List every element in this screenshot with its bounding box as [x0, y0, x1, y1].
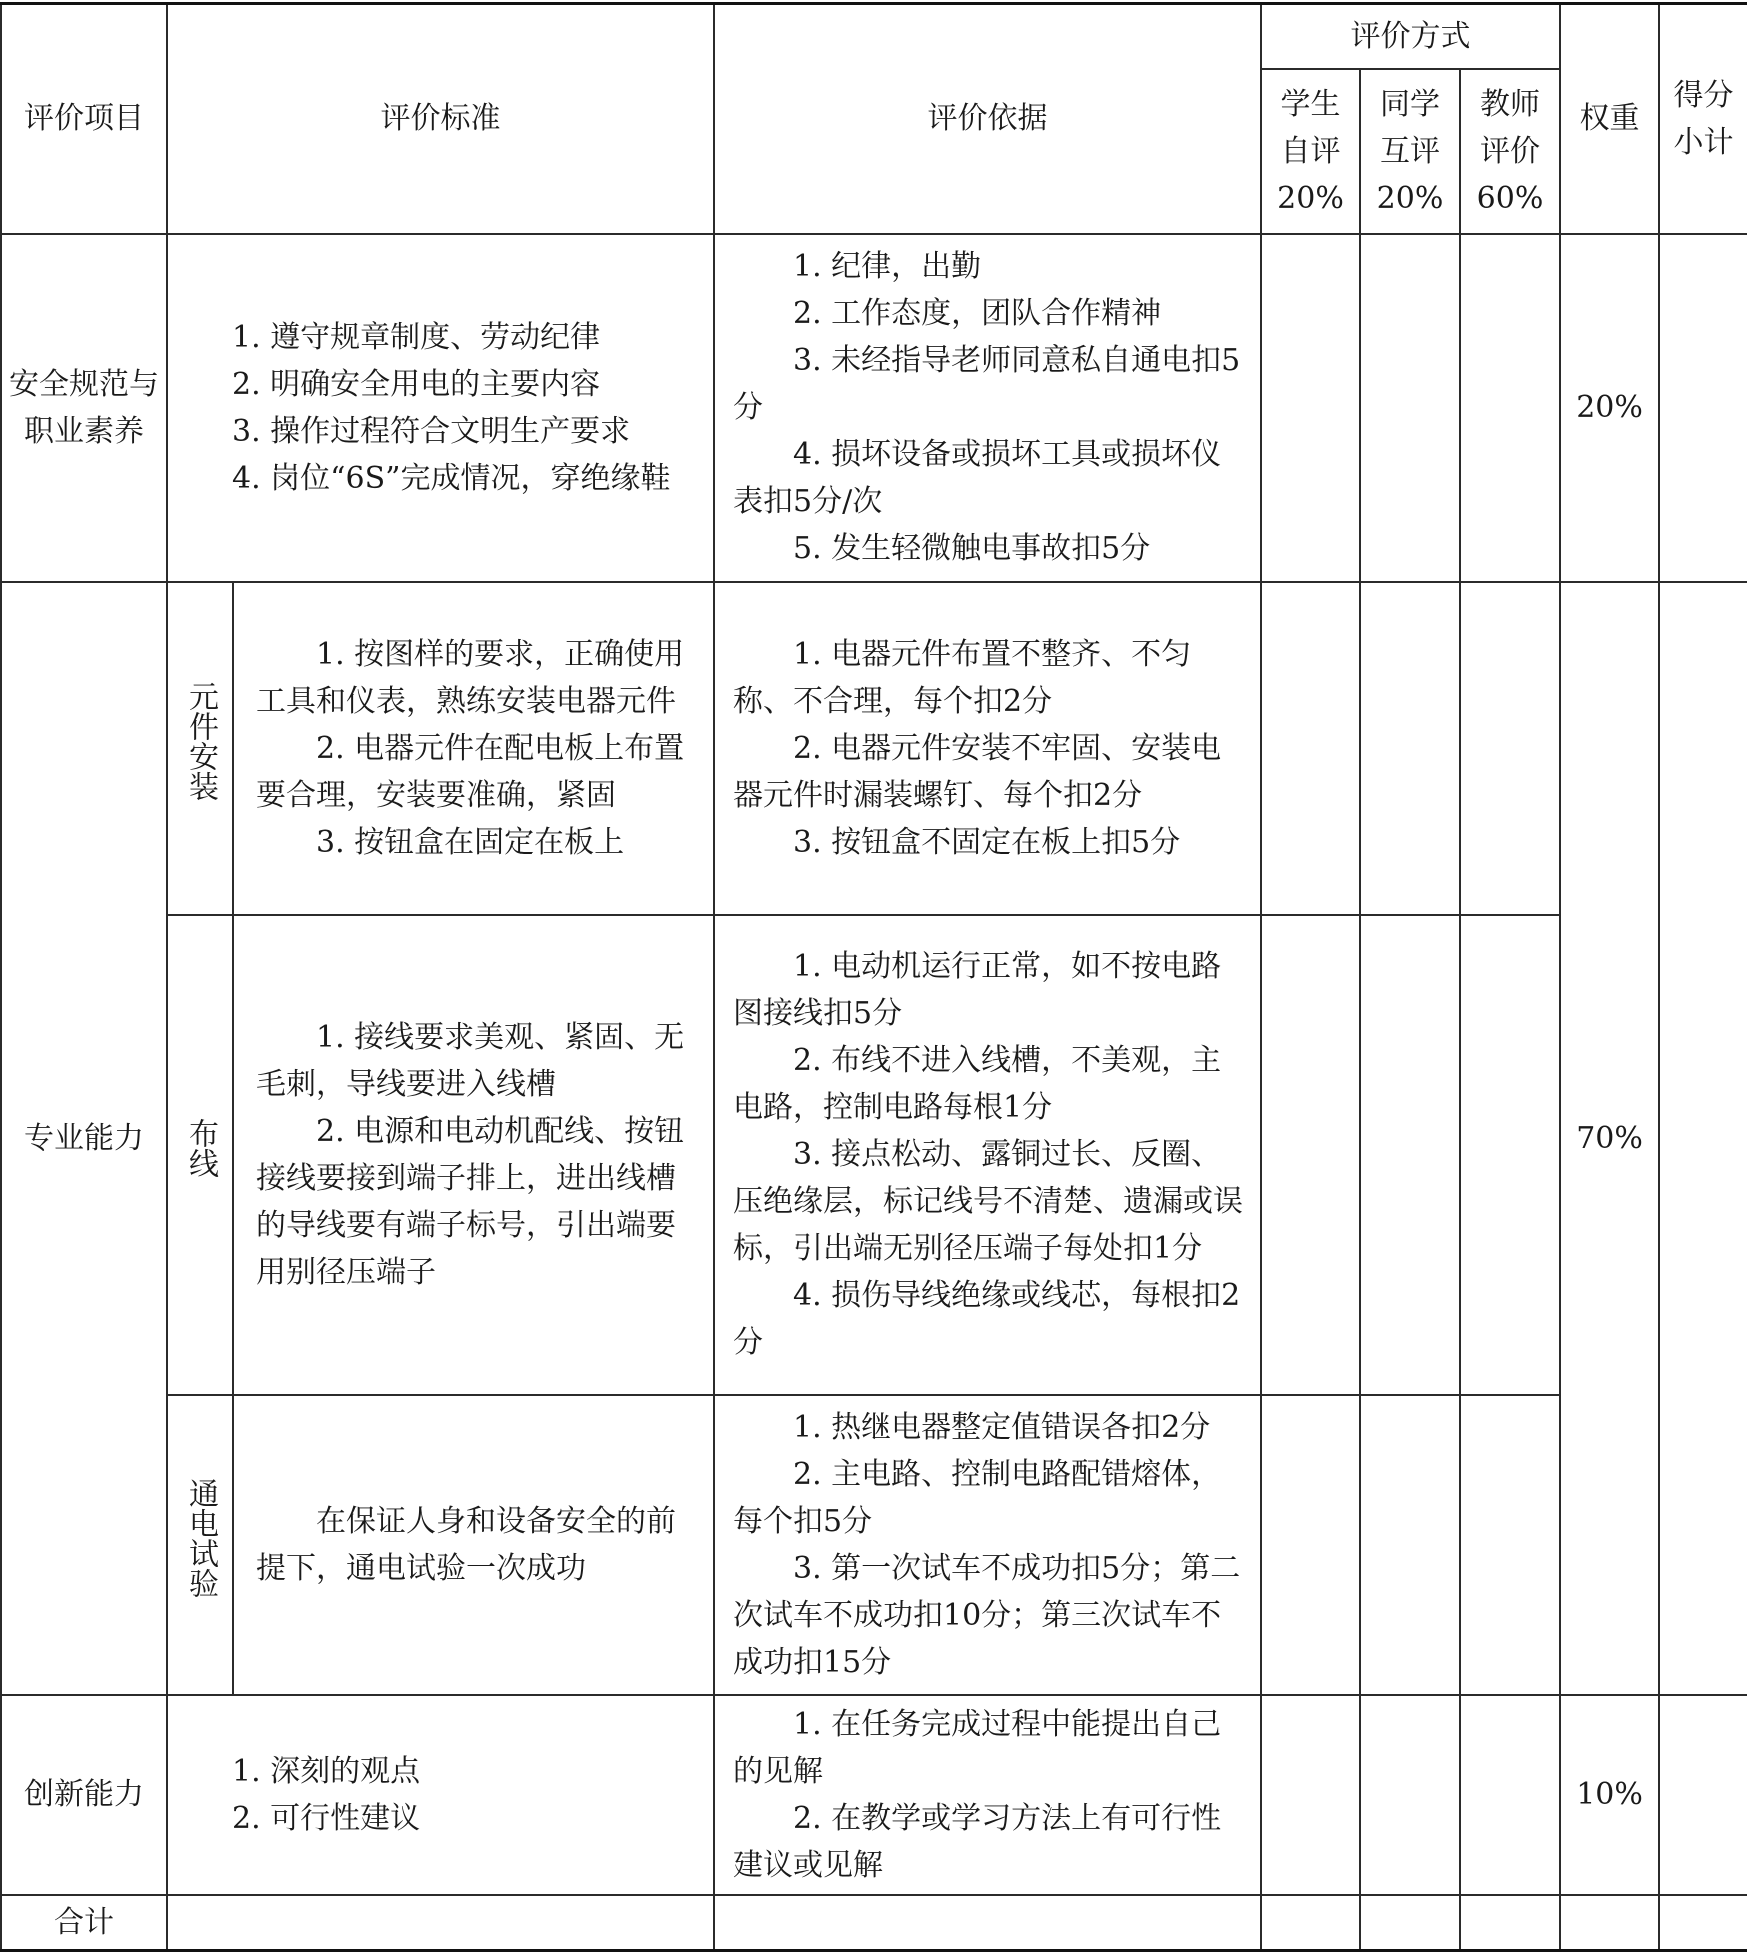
- header-row-1: [1, 4, 1747, 69]
- innovation-item: [1, 1695, 167, 1895]
- total-weight: [1560, 1895, 1659, 1951]
- safety-item-line1: 安全规范与: [9, 366, 159, 402]
- professional-item-label: 专业能力: [24, 1120, 144, 1156]
- install-label-cell: [167, 582, 233, 915]
- innovation-self-score: [1261, 1695, 1360, 1895]
- header-teacher: [1460, 69, 1560, 234]
- list-item: 1. 接线要求美观、紧固、无毛刺，导线要进入线槽: [256, 1019, 685, 1102]
- header-item-label: 评价项目: [24, 101, 144, 137]
- list-item: 4. 岗位“6S”完成情况，穿绝缘鞋: [232, 460, 671, 496]
- total-teacher-score: [1460, 1895, 1560, 1951]
- wiring-label: 布线: [183, 1117, 218, 1178]
- list-item: 2. 主电路、控制电路配错熔体，每个扣5分: [733, 1456, 1222, 1539]
- list-item: 5. 发生轻微触电事故扣5分: [793, 531, 1151, 566]
- total-subtotal: [1659, 1895, 1747, 1951]
- safety-item-line2: 职业素养: [24, 413, 144, 449]
- safety-teacher-score: [1460, 234, 1560, 582]
- list-item: 1. 按图样的要求，正确使用工具和仪表，熟练安装电器元件: [256, 636, 685, 719]
- safety-standard: [167, 234, 714, 582]
- wiring-self-score: [1261, 915, 1360, 1395]
- list-item: 2. 可行性建议: [232, 1800, 421, 1836]
- total-item: [1, 1895, 167, 1951]
- list-item: 3. 按钮盒不固定在板上扣5分: [793, 824, 1181, 860]
- test-label-cell: [167, 1395, 233, 1695]
- list-item: 3. 按钮盒在固定在板上: [316, 824, 625, 860]
- innovation-subtotal: [1659, 1695, 1747, 1895]
- list-item: 2. 电器元件安装不牢固、安装电器元件时漏装螺钉、每个扣2分: [733, 730, 1222, 813]
- row-innovation: [1, 1695, 1747, 1895]
- header-teacher-line2: 评价: [1480, 133, 1541, 169]
- list-item: 2. 电器元件在配电板上布置要合理，安装要准确，紧固: [256, 730, 685, 813]
- test-basis: [714, 1395, 1261, 1695]
- test-peer-score: [1360, 1395, 1460, 1695]
- header-score-line2: 小计: [1673, 124, 1734, 160]
- test-standard: [233, 1395, 714, 1695]
- safety-subtotal: [1659, 234, 1747, 582]
- professional-weight: [1560, 582, 1659, 1695]
- professional-item: [1, 582, 167, 1695]
- innovation-item-label: 创新能力: [24, 1777, 144, 1812]
- test-label: 通电试验: [183, 1477, 218, 1598]
- total-peer-score: [1360, 1895, 1460, 1951]
- list-item: 3. 未经指导老师同意私自通电扣5分: [733, 343, 1241, 425]
- list-item: 1. 遵守规章制度、劳动纪律: [232, 319, 601, 355]
- list-item: 2. 明确安全用电的主要内容: [232, 366, 601, 402]
- professional-weight-value: 70%: [1576, 1120, 1643, 1156]
- safety-self-score: [1261, 234, 1360, 582]
- list-item: 4. 损坏设备或损坏工具或损坏仪表扣5分/次: [733, 437, 1222, 519]
- innovation-standard: [167, 1695, 714, 1895]
- row-wiring: [1, 915, 1747, 1395]
- header-weight-label: 权重: [1579, 101, 1640, 137]
- install-self-score: [1261, 582, 1360, 915]
- wiring-teacher-score: [1460, 915, 1560, 1395]
- total-item-label: 合计: [54, 1904, 114, 1940]
- list-item: 1. 纪律，出勤: [793, 249, 982, 284]
- header-self: [1261, 69, 1360, 234]
- safety-basis: [714, 234, 1261, 582]
- header-peer-line1: 同学: [1380, 86, 1440, 122]
- header-self-line1: 学生: [1280, 86, 1341, 122]
- list-item: 3. 第一次试车不成功扣5分；第二次试车不成功扣10分；第三次试车不成功扣15分: [733, 1550, 1241, 1680]
- list-item: 在保证人身和设备安全的前提下，通电试验一次成功: [256, 1503, 676, 1586]
- header-item: [1, 4, 167, 234]
- header-peer: [1360, 69, 1460, 234]
- install-standard: [233, 582, 714, 915]
- header-self-line3: 20%: [1277, 180, 1344, 216]
- list-item: 3. 接点松动、露铜过长、反圈、压绝缘层，标记线号不清楚、遗漏或误标，引出端无别径压端子每处扣1分: [733, 1137, 1243, 1266]
- list-item: 1. 电动机运行正常，如不按电路图接线扣5分: [733, 949, 1222, 1031]
- list-item: 4. 损伤导线绝缘或线芯，每根扣2分: [733, 1278, 1241, 1360]
- install-teacher-score: [1460, 582, 1560, 915]
- list-item: 1. 在任务完成过程中能提出自己的见解: [733, 1706, 1222, 1789]
- list-item: 1. 深刻的观点: [232, 1753, 421, 1789]
- header-peer-line2: 互评: [1380, 133, 1440, 169]
- total-self-score: [1261, 1895, 1360, 1951]
- list-item: 1. 电器元件布置不整齐、不匀称、不合理，每个扣2分: [733, 636, 1192, 719]
- safety-weight: [1560, 234, 1659, 582]
- header-score: [1659, 4, 1747, 234]
- innovation-peer-score: [1360, 1695, 1460, 1895]
- safety-peer-score: [1360, 234, 1460, 582]
- test-self-score: [1261, 1395, 1360, 1695]
- header-teacher-line3: 60%: [1476, 180, 1544, 216]
- list-item: 2. 布线不进入线槽，不美观，主电路，控制电路每根1分: [733, 1043, 1222, 1125]
- total-basis: [714, 1895, 1261, 1951]
- professional-subtotal: [1659, 582, 1747, 1695]
- wiring-basis: [714, 915, 1261, 1395]
- install-label: 元件安装: [183, 681, 218, 801]
- list-item: 2. 工作态度，团队合作精神: [793, 296, 1162, 331]
- innovation-weight-value: 10%: [1576, 1777, 1643, 1812]
- header-score-line1: 得分: [1673, 77, 1734, 113]
- install-basis: [714, 582, 1261, 915]
- wiring-label-cell: [167, 915, 233, 1395]
- header-teacher-line1: 教师: [1480, 86, 1541, 122]
- innovation-basis: [714, 1695, 1261, 1895]
- list-item: 2. 电源和电动机配线、按钮接线要接到端子排上，进出线槽的导线要有端子标号，引出端要用别径压端子: [256, 1113, 685, 1290]
- row-test: [1, 1395, 1747, 1695]
- header-basis: [714, 4, 1261, 234]
- innovation-weight: [1560, 1695, 1659, 1895]
- list-item: 2. 在教学或学习方法上有可行性建议或见解: [733, 1800, 1222, 1883]
- evaluation-table: [0, 2, 1747, 1952]
- safety-weight-value: 20%: [1576, 390, 1643, 425]
- safety-item: [1, 234, 167, 582]
- install-peer-score: [1360, 582, 1460, 915]
- row-install: [1, 582, 1747, 915]
- list-item: 3. 操作过程符合文明生产要求: [232, 413, 631, 449]
- header-peer-line3: 20%: [1376, 180, 1444, 216]
- wiring-standard: [233, 915, 714, 1395]
- row-total: [1, 1895, 1747, 1951]
- header-self-line2: 自评: [1280, 133, 1341, 169]
- test-teacher-score: [1460, 1395, 1560, 1695]
- header-method-label: 评价方式: [1350, 18, 1471, 54]
- total-standard: [167, 1895, 714, 1951]
- header-basis-label: 评价依据: [927, 101, 1048, 137]
- header-standard: [167, 4, 714, 234]
- header-weight: [1560, 4, 1659, 234]
- wiring-peer-score: [1360, 915, 1460, 1395]
- row-safety: [1, 234, 1747, 582]
- header-method: [1261, 4, 1560, 69]
- header-standard-label: 评价标准: [380, 101, 501, 137]
- list-item: 1. 热继电器整定值错误各扣2分: [793, 1409, 1211, 1445]
- innovation-teacher-score: [1460, 1695, 1560, 1895]
